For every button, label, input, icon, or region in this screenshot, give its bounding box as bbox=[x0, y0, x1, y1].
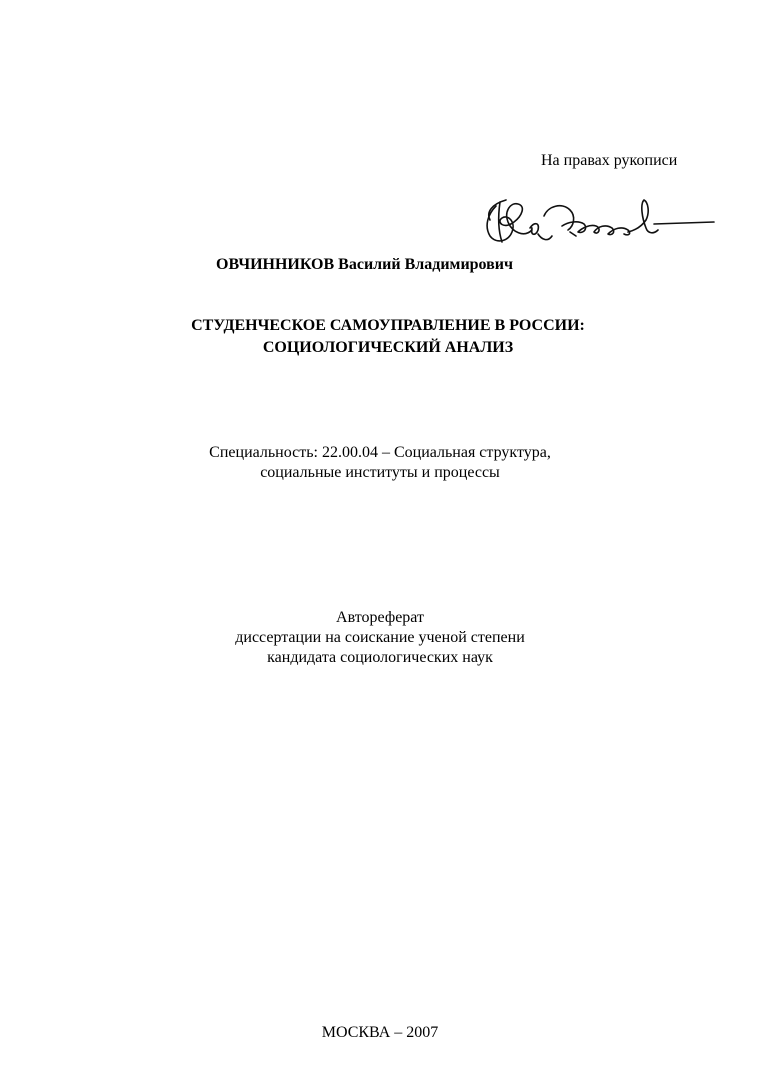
manuscript-note: На правах рукописи bbox=[541, 152, 678, 169]
specialty-line2: социальные институты и процессы bbox=[260, 464, 500, 481]
dissertation-title-line2: СОЦИОЛОГИЧЕСКИЙ АНАЛИЗ bbox=[262, 339, 514, 356]
specialty-line1: Специальность: 22.00.04 – Социальная структура, bbox=[209, 444, 551, 461]
author-surname: ОВЧИННИКОВ bbox=[216, 256, 335, 273]
abstract-degree-line2: кандидата социологических наук bbox=[267, 649, 493, 666]
dissertation-title-line1: СТУДЕНЧЕСКОЕ САМОУПРАВЛЕНИЕ В РОССИИ: bbox=[191, 317, 585, 334]
place-year: МОСКВА – 2007 bbox=[321, 1024, 439, 1041]
handwritten-signature bbox=[478, 192, 718, 252]
author-given-names: Василий Владимирович bbox=[338, 256, 514, 273]
abstract-label: Автореферат bbox=[336, 609, 424, 626]
abstract-degree-line1: диссертации на соискание ученой степени bbox=[235, 629, 525, 646]
author-name bbox=[0, 255, 768, 275]
